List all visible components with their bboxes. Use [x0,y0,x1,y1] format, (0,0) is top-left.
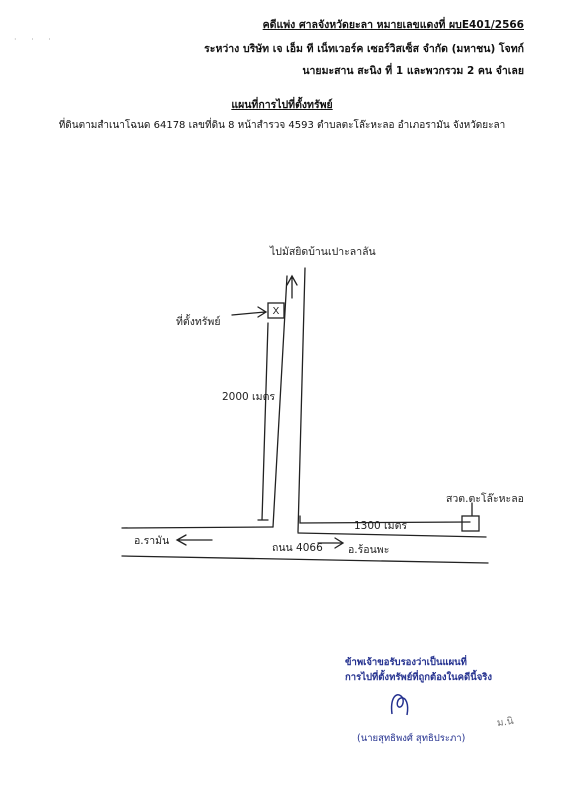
map-title: แผนที่การไปที่ตั้งทรัพย์ [231,99,333,111]
north-arrow-icon [287,276,297,298]
north-road-label: ไปมัสยิดบ้านเปาะลาลัน [270,246,376,258]
certification-line-2: การไปที่ตั้งทรัพย์ที่ถูกต้องในคดีนี้จริง [345,672,492,683]
left-direction-label: อ.รามัน [134,535,170,547]
certification-line-1: ข้าพเจ้าขอรับรองว่าเป็นแผนที่ [345,657,467,668]
landmark-label: สวต.ตะโล๊ะหะลอ [446,493,524,505]
road-name-label: ถนน 4066 [272,542,323,554]
main-road-top-left [122,527,273,528]
horizontal-distance-label: 1300 เมตร [354,520,408,532]
main-road-bottom [122,556,488,563]
margin-initials: ม.นิ [496,715,515,730]
signature [386,688,416,722]
case-number-heading: คดีแพ่ง ศาลจังหวัดยะลา หมายเลขแดงที่ ผบE401/2566 [262,19,524,31]
scan-specks: · · · [14,35,57,44]
plaintiff-line: ระหว่าง บริษัท เจ เอ็ม ที เน็ทเวอร์ค เซอร์วิสเซ็ส จำกัด (มหาชน) โจทก์ [204,43,524,55]
signer-name: (นายสุทธิพงศ์ สุทธิประภา) [357,733,466,744]
property-label: ที่ตั้งทรัพย์ [176,316,221,328]
property-mark: X [272,306,280,317]
defendant-line: นายมะสาน สะนิง ที่ 1 และพวกรวม 2 คน จำเลย [302,65,524,77]
map-subtitle: ที่ดินตามสำเนาโฉนด 64178 เลขที่ดิน 8 หน้าสำรวจ 4593 ตำบลตะโล๊ะหะลอ อำเภอรามัน จังหวัดยะลา [58,120,506,131]
vertical-distance-label: 2000 เมตร [222,391,276,403]
vertical-road-right-edge [298,268,305,532]
right-direction-label: อ.ร้อนพะ [348,544,390,556]
property-arrow-icon [232,307,266,317]
landmark-box [462,516,479,531]
left-arrow-icon [177,535,212,545]
vertical-distance-line [258,323,268,520]
